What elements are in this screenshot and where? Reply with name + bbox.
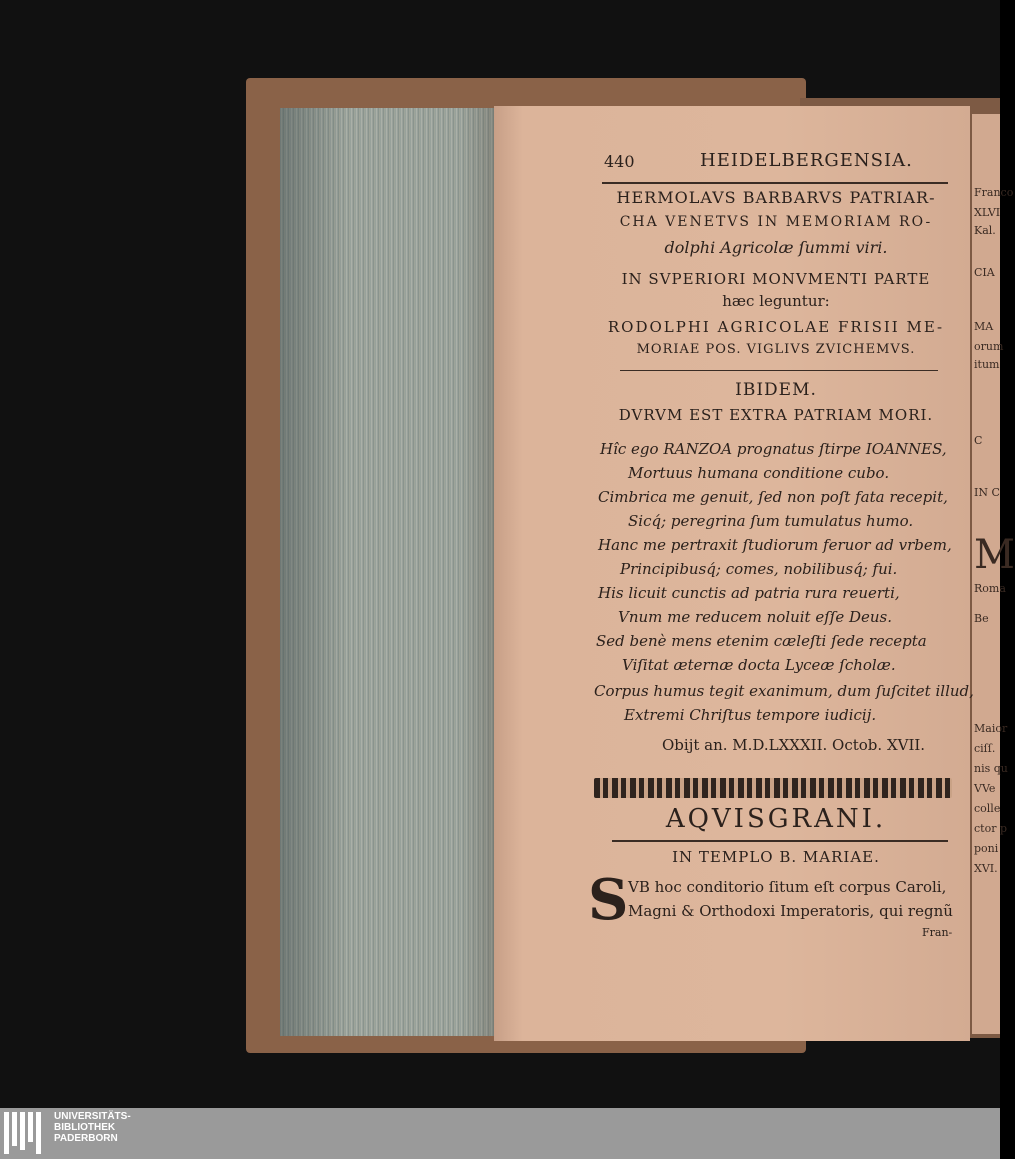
verse-line: Hîc ego RANZOA prognatus ſtirpe IOANNES, — [600, 440, 947, 458]
section-rule — [620, 370, 938, 371]
text-line: RODOLPHI AGRICOLAE FRISII ME- — [607, 318, 945, 336]
facing-fragment: VVe — [974, 782, 996, 795]
text-line: hæc leguntur: — [722, 292, 830, 310]
facing-fragment: C — [974, 434, 983, 447]
verse-line: Sicq́; peregrina ſum tumulatus humo. — [628, 512, 914, 530]
verse-line: Sed benè mens etenim cæleſti ſede recepta — [596, 632, 927, 650]
verse-line: Principibusq́; comes, nobilibusq́; fui. — [620, 560, 898, 578]
facing-fragment: CIA — [974, 266, 995, 279]
facing-fragment: orum — [974, 340, 1004, 353]
verse-line: Vnum me reducem noluit eſſe Deus. — [618, 608, 892, 626]
text-line: Magni & Orthodoxi Imperatoris, qui regnũ — [628, 902, 953, 920]
facing-fragment: Kal. — [974, 224, 996, 237]
text-line: IN SVPERIORI MONVMENTI PARTE — [621, 270, 931, 288]
header-rule — [602, 182, 948, 184]
section-heading: IBIDEM. — [735, 380, 817, 400]
facing-fragment: itum — [974, 358, 1000, 371]
verse-line: Cimbrica me genuit, ſed non poſt fata recepit, — [598, 488, 948, 506]
facing-page — [972, 114, 1015, 1034]
facing-fragment: Be — [974, 612, 989, 625]
place-heading: AQVISGRANI. — [665, 804, 887, 834]
text-line: DVRVM EST EXTRA PATRIAM MORI. — [618, 406, 934, 424]
ornament-band — [594, 778, 952, 798]
heading-rule — [612, 840, 948, 842]
facing-fragment: colle — [974, 802, 1001, 815]
facing-fragment: ctor p — [974, 822, 1007, 835]
page-number: 440 — [604, 152, 635, 171]
facing-fragment: Franco — [974, 186, 1014, 199]
subheading: IN TEMPLO B. MARIAE. — [672, 848, 880, 866]
library-name: UNIVERSITÄTS- BIBLIOTHEK PADERBORN — [54, 1111, 131, 1144]
text-line: dolphi Agricolæ ſummi viri. — [664, 238, 888, 257]
library-logo-icon — [4, 1112, 42, 1154]
facing-fragment: Roma — [974, 582, 1006, 595]
running-head: HEIDELBERGENSIA. — [700, 150, 913, 171]
text-line: CHA VENETVS IN MEMORIAM RO- — [619, 214, 933, 230]
facing-fragment: IN C — [974, 486, 1000, 499]
text-line: HERMOLAVS BARBARVS PATRIAR- — [616, 188, 936, 207]
facing-fragment: Maior — [974, 722, 1008, 735]
text-line: VB hoc conditorio ſitum eſt corpus Caroli, — [628, 878, 947, 896]
facing-fragment: XVI. — [974, 862, 998, 875]
facing-fragment: M — [974, 532, 1015, 578]
facing-fragment: MA — [974, 320, 994, 333]
facing-fragment: poni — [974, 842, 999, 855]
verse-line: His licuit cunctis ad patria rura reuerti, — [598, 584, 900, 602]
verse-line: Hanc me pertraxit ſtudiorum feruor ad vrbem, — [598, 536, 952, 554]
library-footer — [0, 1108, 1000, 1159]
verse-line: Viſitat æternæ docta Lyceæ ſcholæ. — [622, 656, 896, 674]
verse-line: Mortuus humana conditione cubo. — [628, 464, 890, 482]
text-line: MORIAE POS. VIGLIVS ZVICHEMVS. — [636, 342, 916, 357]
date-line: Obijt an. M.D.LXXXII. Octob. XVII. — [662, 736, 926, 754]
verse-line: Corpus humus tegit exanimum, dum ſuſcitet illud, — [594, 682, 974, 700]
facing-fragment: ciſſ. — [974, 742, 996, 755]
catchword: Fran- — [922, 926, 953, 939]
facing-fragment: nis qu — [974, 762, 1008, 775]
facing-fragment: XLVI — [974, 206, 1001, 219]
drop-cap: S — [588, 867, 629, 933]
verse-line: Extremi Chriſtus tempore iudicij. — [624, 706, 877, 724]
